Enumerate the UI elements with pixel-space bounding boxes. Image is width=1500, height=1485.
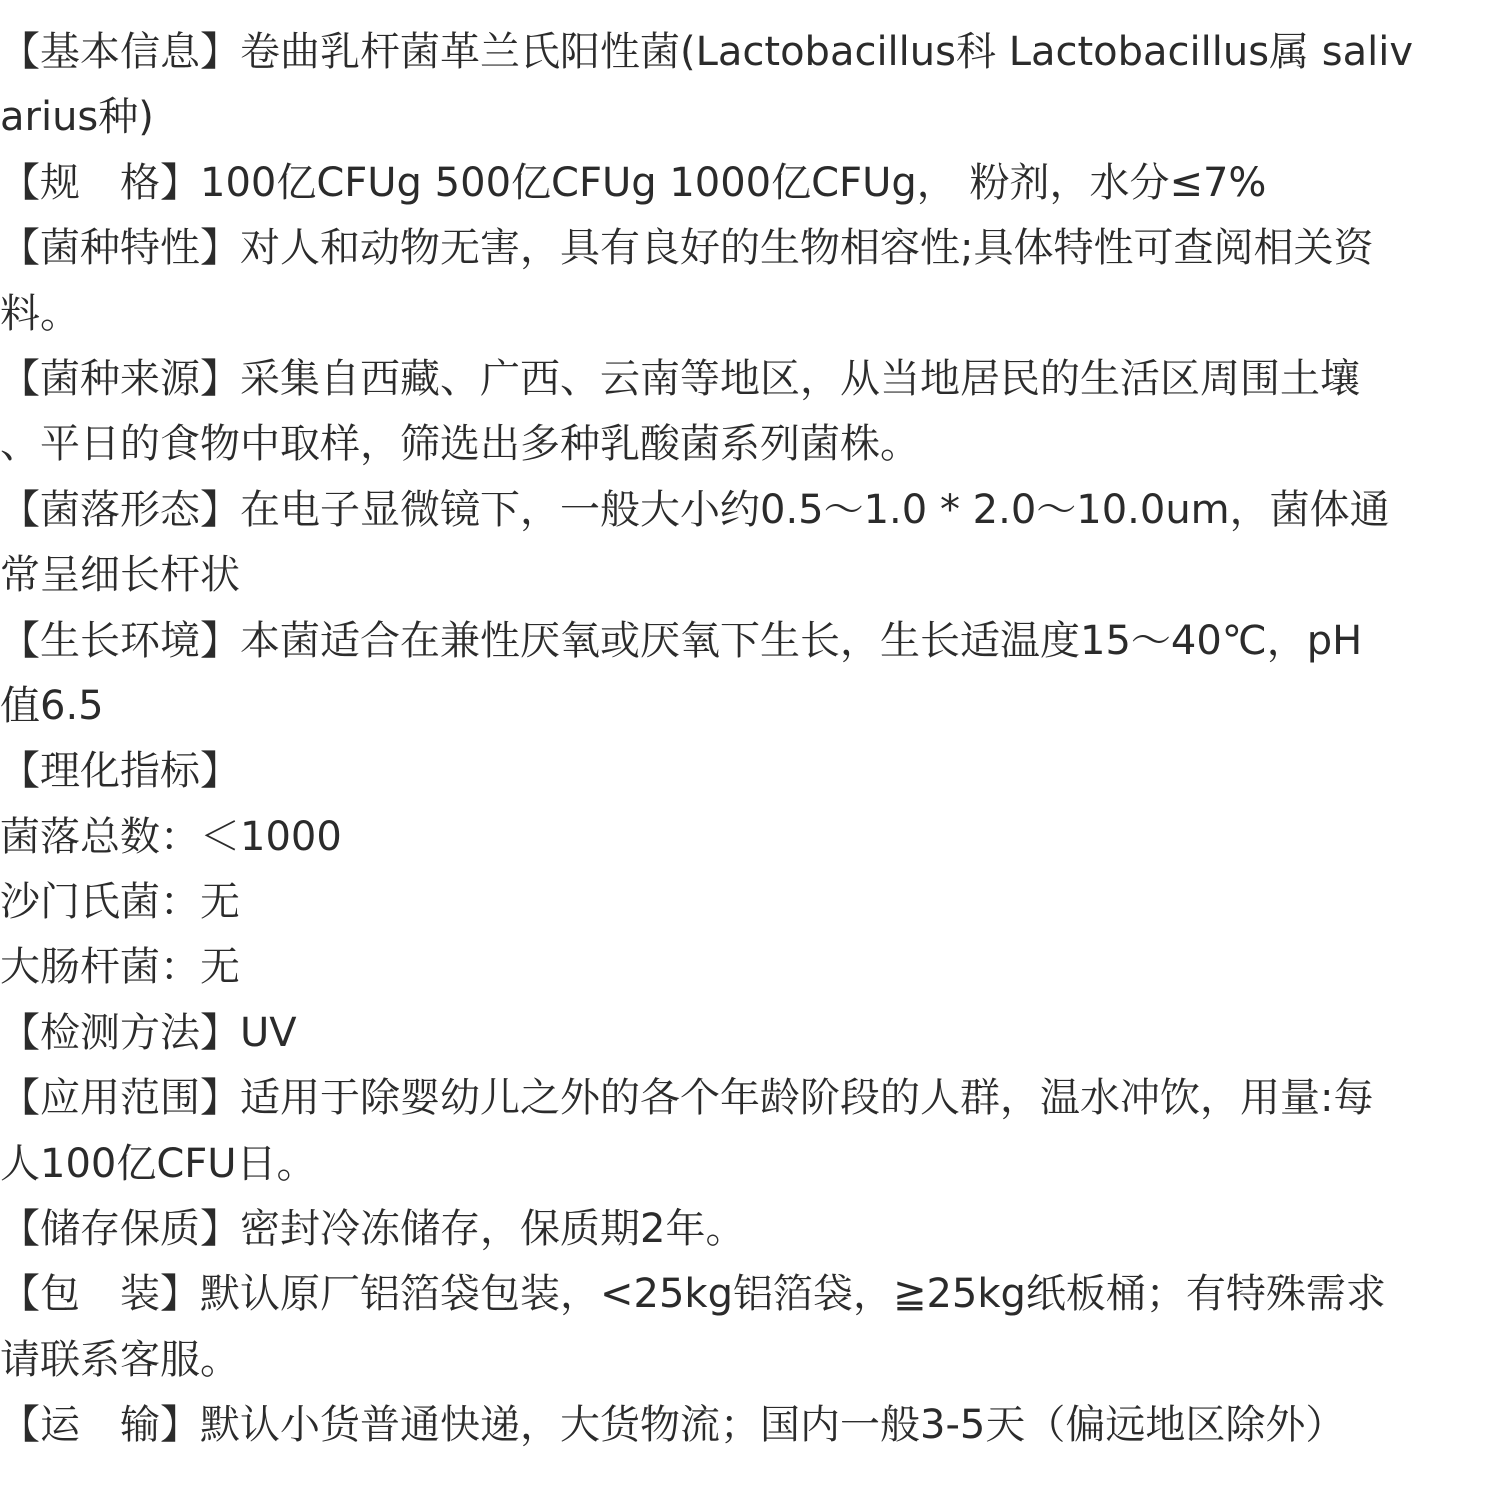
storage-shelf-life-line: 【储存保质】密封冷冻储存，保质期2年。 bbox=[0, 1206, 746, 1253]
total-colony-count: 菌落总数：＜1000 bbox=[0, 813, 342, 860]
strain-characteristics-line-1: 【菌种特性】对人和动物无害，具有良好的生物相容性;具体特性可查阅相关资 bbox=[0, 225, 1374, 272]
strain-characteristics-line-2: 料。 bbox=[0, 290, 80, 337]
specification-line: 【规 格】100亿CFUg 500亿CFUg 1000亿CFUg， 粉剂，水分≤7% bbox=[0, 159, 1267, 206]
colony-morphology-line-2: 常呈细长杆状 bbox=[0, 552, 240, 599]
packaging-line-2: 请联系客服。 bbox=[0, 1336, 240, 1383]
strain-source-line-1: 【菌种来源】采集自西藏、广西、云南等地区，从当地居民的生活区周围土壤 bbox=[0, 355, 1360, 402]
e-coli-line: 大肠杆菌：无 bbox=[0, 944, 240, 991]
colony-morphology-line-1: 【菌落形态】在电子显微镜下，一般大小约0.5～1.0 * 2.0～10.0um，菌体通 bbox=[0, 486, 1390, 533]
application-scope-line-1: 【应用范围】适用于除婴幼儿之外的各个年龄阶段的人群，温水冲饮，用量:每 bbox=[0, 1075, 1374, 1122]
basic-info-line-2: arius种) bbox=[0, 94, 154, 141]
transport-line: 【运 输】默认小货普通快递，大货物流；国内一般3-5天（偏远地区除外） bbox=[0, 1402, 1346, 1449]
growth-environment-line-1: 【生长环境】本菌适合在兼性厌氧或厌氧下生长，生长适温度15～40℃，pH bbox=[0, 617, 1363, 664]
salmonella-line: 沙门氏菌：无 bbox=[0, 879, 240, 926]
physicochemical-heading: 【理化指标】 bbox=[0, 748, 240, 795]
strain-source-line-2: 、平日的食物中取样，筛选出多种乳酸菌系列菌株。 bbox=[0, 421, 920, 468]
application-scope-line-2: 人100亿CFU日。 bbox=[0, 1140, 317, 1187]
packaging-line-1: 【包 装】默认原厂铝箔袋包装，<25kg铝箔袋，≧25kg纸板桶；有特殊需求 bbox=[0, 1271, 1386, 1318]
detection-method-line: 【检测方法】UV bbox=[0, 1009, 297, 1056]
basic-info-line-1: 【基本信息】卷曲乳杆菌革兰氏阳性菌(Lactobacillus科 Lactobacillus属 saliv bbox=[0, 29, 1414, 75]
growth-environment-line-2: 值6.5 bbox=[0, 682, 104, 729]
